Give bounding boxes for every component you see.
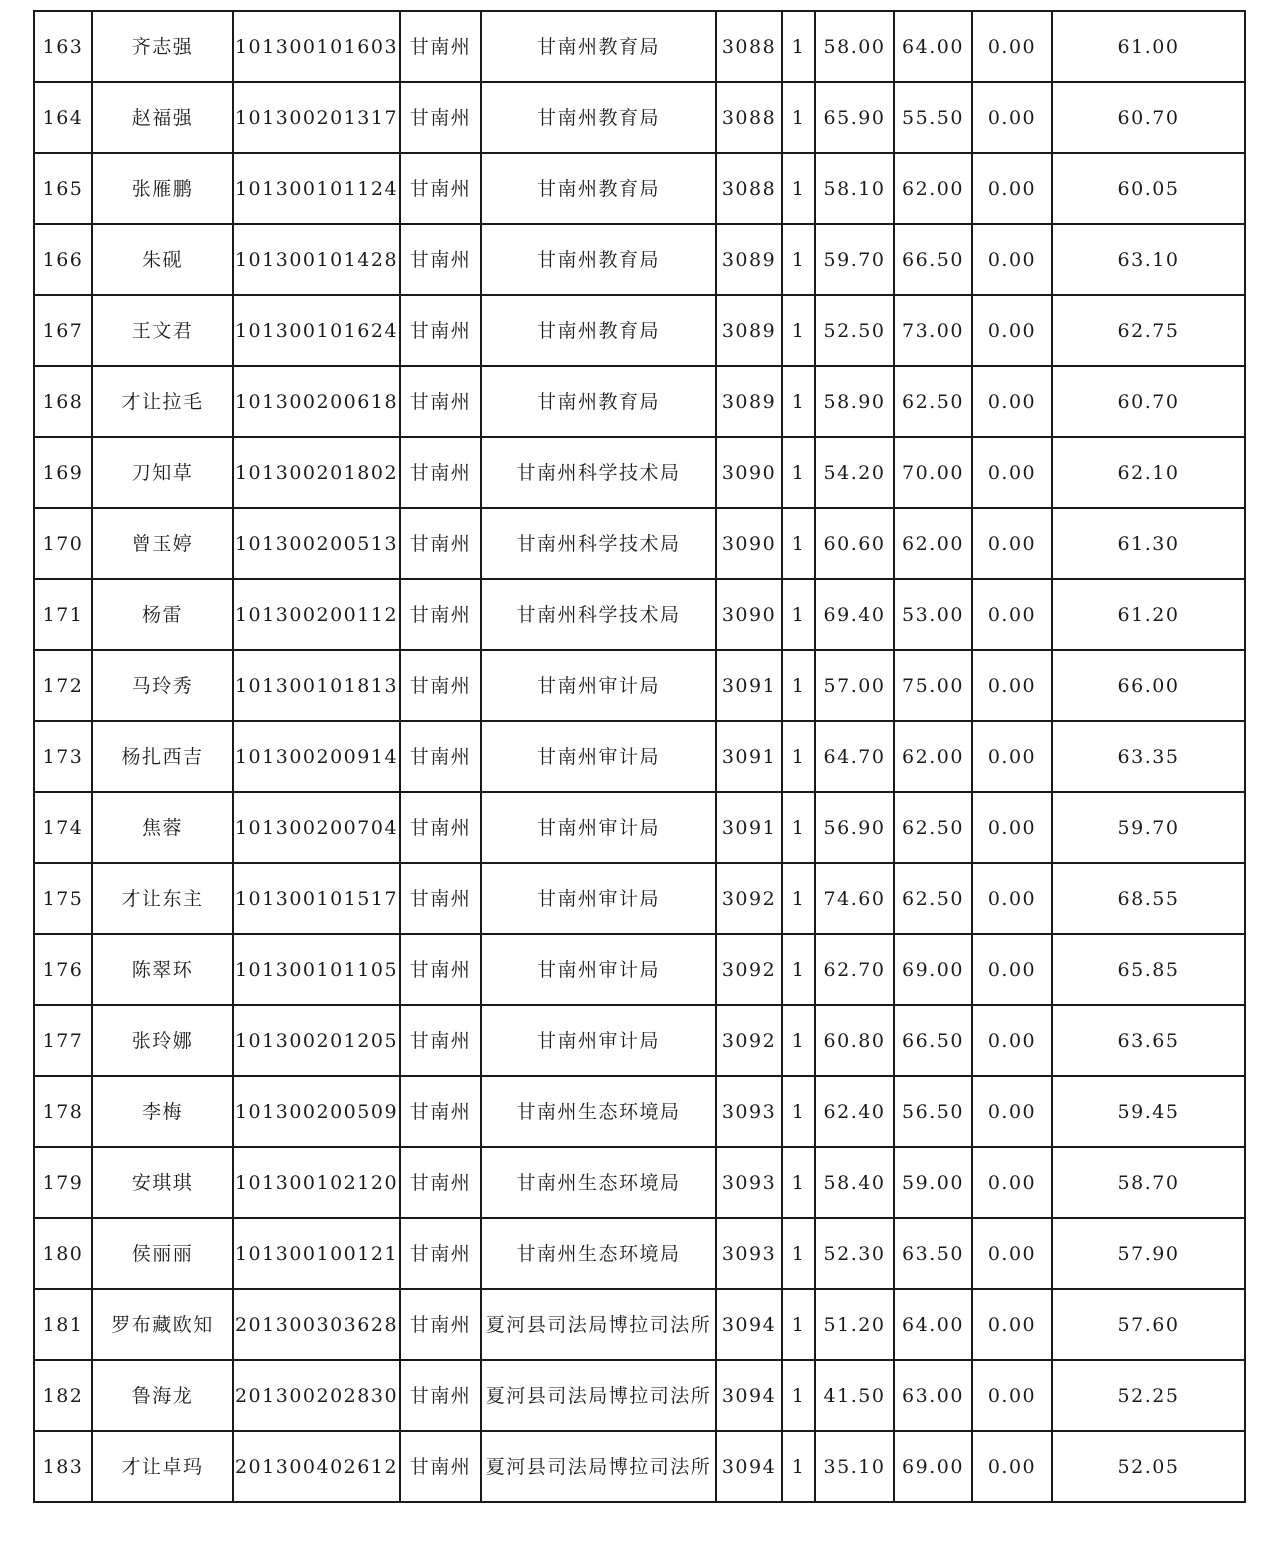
- total-score: 60.70: [1052, 366, 1245, 437]
- region: 甘南州: [400, 295, 481, 366]
- ticket-number: 101300101624: [233, 295, 400, 366]
- bonus-points: 0.00: [972, 721, 1052, 792]
- results-table: [33, 10, 1246, 1503]
- ticket-number: 101300200618: [233, 366, 400, 437]
- candidate-name: 侯丽丽: [92, 1218, 233, 1289]
- total-score: 52.25: [1052, 1360, 1245, 1431]
- row-seq: 183: [34, 1431, 92, 1502]
- bonus-points: 0.00: [972, 1431, 1052, 1502]
- employer-unit: 甘南州教育局: [481, 153, 716, 224]
- hiring-quota: 1: [782, 1360, 815, 1431]
- region: 甘南州: [400, 650, 481, 721]
- interview-score: 55.50: [894, 82, 972, 153]
- employer-unit: 甘南州审计局: [481, 1005, 716, 1076]
- table-row: [34, 153, 1245, 224]
- row-seq: 173: [34, 721, 92, 792]
- hiring-quota: 1: [782, 224, 815, 295]
- row-seq: 178: [34, 1076, 92, 1147]
- written-score: 52.50: [815, 295, 894, 366]
- position-code: 3089: [716, 224, 782, 295]
- interview-score: 66.50: [894, 224, 972, 295]
- written-score: 60.60: [815, 508, 894, 579]
- employer-unit: 甘南州生态环境局: [481, 1218, 716, 1289]
- candidate-name: 李梅: [92, 1076, 233, 1147]
- bonus-points: 0.00: [972, 1147, 1052, 1218]
- table-row: [34, 366, 1245, 437]
- employer-unit: 甘南州审计局: [481, 934, 716, 1005]
- interview-score: 69.00: [894, 934, 972, 1005]
- employer-unit: 甘南州教育局: [481, 295, 716, 366]
- written-score: 65.90: [815, 82, 894, 153]
- employer-unit: 甘南州审计局: [481, 863, 716, 934]
- interview-score: 63.00: [894, 1360, 972, 1431]
- interview-score: 62.00: [894, 153, 972, 224]
- written-score: 74.60: [815, 863, 894, 934]
- region: 甘南州: [400, 1360, 481, 1431]
- total-score: 63.65: [1052, 1005, 1245, 1076]
- table-row: [34, 863, 1245, 934]
- region: 甘南州: [400, 153, 481, 224]
- interview-score: 62.50: [894, 792, 972, 863]
- ticket-number: 101300101603: [233, 11, 400, 82]
- table-row: [34, 295, 1245, 366]
- region: 甘南州: [400, 508, 481, 579]
- hiring-quota: 1: [782, 579, 815, 650]
- candidate-name: 赵福强: [92, 82, 233, 153]
- interview-score: 63.50: [894, 1218, 972, 1289]
- interview-score: 62.00: [894, 721, 972, 792]
- written-score: 58.10: [815, 153, 894, 224]
- written-score: 62.70: [815, 934, 894, 1005]
- bonus-points: 0.00: [972, 934, 1052, 1005]
- row-seq: 165: [34, 153, 92, 224]
- employer-unit: 甘南州教育局: [481, 366, 716, 437]
- table-row: [34, 224, 1245, 295]
- hiring-quota: 1: [782, 437, 815, 508]
- employer-unit: 甘南州审计局: [481, 792, 716, 863]
- bonus-points: 0.00: [972, 579, 1052, 650]
- table-row: [34, 579, 1245, 650]
- ticket-number: 101300102120: [233, 1147, 400, 1218]
- ticket-number: 101300201317: [233, 82, 400, 153]
- employer-unit: 甘南州教育局: [481, 11, 716, 82]
- employer-unit: 甘南州生态环境局: [481, 1076, 716, 1147]
- written-score: 58.90: [815, 366, 894, 437]
- total-score: 59.45: [1052, 1076, 1245, 1147]
- region: 甘南州: [400, 1005, 481, 1076]
- hiring-quota: 1: [782, 1218, 815, 1289]
- region: 甘南州: [400, 11, 481, 82]
- hiring-quota: 1: [782, 1289, 815, 1360]
- candidate-name: 焦蓉: [92, 792, 233, 863]
- ticket-number: 101300200704: [233, 792, 400, 863]
- row-seq: 177: [34, 1005, 92, 1076]
- interview-score: 69.00: [894, 1431, 972, 1502]
- total-score: 57.90: [1052, 1218, 1245, 1289]
- hiring-quota: 1: [782, 792, 815, 863]
- interview-score: 62.50: [894, 366, 972, 437]
- row-seq: 169: [34, 437, 92, 508]
- employer-unit: 甘南州审计局: [481, 650, 716, 721]
- candidate-name: 才让拉毛: [92, 366, 233, 437]
- region: 甘南州: [400, 82, 481, 153]
- bonus-points: 0.00: [972, 650, 1052, 721]
- table-row: [34, 1218, 1245, 1289]
- interview-score: 73.00: [894, 295, 972, 366]
- written-score: 56.90: [815, 792, 894, 863]
- table-row: [34, 792, 1245, 863]
- candidate-name: 才让东主: [92, 863, 233, 934]
- row-seq: 179: [34, 1147, 92, 1218]
- hiring-quota: 1: [782, 1005, 815, 1076]
- written-score: 58.40: [815, 1147, 894, 1218]
- candidate-name: 马玲秀: [92, 650, 233, 721]
- table-row: [34, 1289, 1245, 1360]
- ticket-number: 101300200513: [233, 508, 400, 579]
- written-score: 52.30: [815, 1218, 894, 1289]
- total-score: 65.85: [1052, 934, 1245, 1005]
- interview-score: 62.00: [894, 508, 972, 579]
- row-seq: 176: [34, 934, 92, 1005]
- hiring-quota: 1: [782, 1076, 815, 1147]
- total-score: 52.05: [1052, 1431, 1245, 1502]
- position-code: 3093: [716, 1076, 782, 1147]
- written-score: 60.80: [815, 1005, 894, 1076]
- region: 甘南州: [400, 1431, 481, 1502]
- candidate-name: 张雁鹏: [92, 153, 233, 224]
- position-code: 3093: [716, 1218, 782, 1289]
- region: 甘南州: [400, 1218, 481, 1289]
- ticket-number: 101300101517: [233, 863, 400, 934]
- candidate-name: 朱砚: [92, 224, 233, 295]
- total-score: 66.00: [1052, 650, 1245, 721]
- row-seq: 172: [34, 650, 92, 721]
- bonus-points: 0.00: [972, 1076, 1052, 1147]
- interview-score: 53.00: [894, 579, 972, 650]
- table-row: [34, 508, 1245, 579]
- employer-unit: 甘南州科学技术局: [481, 437, 716, 508]
- total-score: 68.55: [1052, 863, 1245, 934]
- candidate-name: 杨扎西吉: [92, 721, 233, 792]
- table-body: [34, 11, 1245, 1502]
- employer-unit: 甘南州科学技术局: [481, 508, 716, 579]
- region: 甘南州: [400, 934, 481, 1005]
- region: 甘南州: [400, 437, 481, 508]
- position-code: 3089: [716, 295, 782, 366]
- bonus-points: 0.00: [972, 437, 1052, 508]
- candidate-name: 张玲娜: [92, 1005, 233, 1076]
- interview-score: 59.00: [894, 1147, 972, 1218]
- employer-unit: 甘南州审计局: [481, 721, 716, 792]
- employer-unit: 夏河县司法局博拉司法所: [481, 1289, 716, 1360]
- table-row: [34, 437, 1245, 508]
- written-score: 54.20: [815, 437, 894, 508]
- position-code: 3089: [716, 366, 782, 437]
- written-score: 35.10: [815, 1431, 894, 1502]
- bonus-points: 0.00: [972, 792, 1052, 863]
- ticket-number: 201300303628: [233, 1289, 400, 1360]
- employer-unit: 夏河县司法局博拉司法所: [481, 1360, 716, 1431]
- table-row: [34, 1147, 1245, 1218]
- position-code: 3094: [716, 1289, 782, 1360]
- total-score: 62.75: [1052, 295, 1245, 366]
- interview-score: 66.50: [894, 1005, 972, 1076]
- table-row: [34, 1005, 1245, 1076]
- region: 甘南州: [400, 224, 481, 295]
- candidate-name: 罗布藏欧知: [92, 1289, 233, 1360]
- table-row: [34, 1076, 1245, 1147]
- total-score: 59.70: [1052, 792, 1245, 863]
- position-code: 3091: [716, 792, 782, 863]
- employer-unit: 甘南州科学技术局: [481, 579, 716, 650]
- bonus-points: 0.00: [972, 863, 1052, 934]
- bonus-points: 0.00: [972, 224, 1052, 295]
- ticket-number: 101300101428: [233, 224, 400, 295]
- hiring-quota: 1: [782, 508, 815, 579]
- region: 甘南州: [400, 721, 481, 792]
- region: 甘南州: [400, 1147, 481, 1218]
- hiring-quota: 1: [782, 721, 815, 792]
- row-seq: 174: [34, 792, 92, 863]
- bonus-points: 0.00: [972, 1289, 1052, 1360]
- candidate-name: 曾玉婷: [92, 508, 233, 579]
- position-code: 3092: [716, 1005, 782, 1076]
- employer-unit: 夏河县司法局博拉司法所: [481, 1431, 716, 1502]
- total-score: 57.60: [1052, 1289, 1245, 1360]
- position-code: 3088: [716, 82, 782, 153]
- position-code: 3090: [716, 508, 782, 579]
- table-row: [34, 82, 1245, 153]
- total-score: 63.35: [1052, 721, 1245, 792]
- written-score: 62.40: [815, 1076, 894, 1147]
- table-row: [34, 11, 1245, 82]
- row-seq: 171: [34, 579, 92, 650]
- region: 甘南州: [400, 366, 481, 437]
- row-seq: 166: [34, 224, 92, 295]
- total-score: 62.10: [1052, 437, 1245, 508]
- bonus-points: 0.00: [972, 295, 1052, 366]
- bonus-points: 0.00: [972, 1218, 1052, 1289]
- ticket-number: 201300402612: [233, 1431, 400, 1502]
- position-code: 3090: [716, 437, 782, 508]
- candidate-name: 才让卓玛: [92, 1431, 233, 1502]
- ticket-number: 101300101813: [233, 650, 400, 721]
- position-code: 3090: [716, 579, 782, 650]
- ticket-number: 101300101105: [233, 934, 400, 1005]
- row-seq: 175: [34, 863, 92, 934]
- bonus-points: 0.00: [972, 366, 1052, 437]
- row-seq: 180: [34, 1218, 92, 1289]
- written-score: 69.40: [815, 579, 894, 650]
- interview-score: 64.00: [894, 11, 972, 82]
- bonus-points: 0.00: [972, 1360, 1052, 1431]
- row-seq: 170: [34, 508, 92, 579]
- ticket-number: 101300200914: [233, 721, 400, 792]
- candidate-name: 杨雷: [92, 579, 233, 650]
- total-score: 63.10: [1052, 224, 1245, 295]
- employer-unit: 甘南州教育局: [481, 224, 716, 295]
- position-code: 3091: [716, 721, 782, 792]
- bonus-points: 0.00: [972, 11, 1052, 82]
- candidate-name: 陈翠环: [92, 934, 233, 1005]
- position-code: 3093: [716, 1147, 782, 1218]
- hiring-quota: 1: [782, 295, 815, 366]
- hiring-quota: 1: [782, 863, 815, 934]
- table-row: [34, 650, 1245, 721]
- position-code: 3091: [716, 650, 782, 721]
- ticket-number: 101300201205: [233, 1005, 400, 1076]
- total-score: 58.70: [1052, 1147, 1245, 1218]
- total-score: 61.20: [1052, 579, 1245, 650]
- ticket-number: 101300101124: [233, 153, 400, 224]
- total-score: 60.05: [1052, 153, 1245, 224]
- interview-score: 75.00: [894, 650, 972, 721]
- total-score: 61.00: [1052, 11, 1245, 82]
- hiring-quota: 1: [782, 934, 815, 1005]
- bonus-points: 0.00: [972, 508, 1052, 579]
- table-row: [34, 1360, 1245, 1431]
- row-seq: 163: [34, 11, 92, 82]
- interview-score: 70.00: [894, 437, 972, 508]
- interview-score: 64.00: [894, 1289, 972, 1360]
- written-score: 41.50: [815, 1360, 894, 1431]
- written-score: 51.20: [815, 1289, 894, 1360]
- bonus-points: 0.00: [972, 153, 1052, 224]
- hiring-quota: 1: [782, 1147, 815, 1218]
- position-code: 3088: [716, 153, 782, 224]
- table-row: [34, 1431, 1245, 1502]
- hiring-quota: 1: [782, 82, 815, 153]
- interview-score: 56.50: [894, 1076, 972, 1147]
- candidate-name: 鲁海龙: [92, 1360, 233, 1431]
- row-seq: 164: [34, 82, 92, 153]
- ticket-number: 101300100121: [233, 1218, 400, 1289]
- hiring-quota: 1: [782, 11, 815, 82]
- row-seq: 181: [34, 1289, 92, 1360]
- employer-unit: 甘南州教育局: [481, 82, 716, 153]
- table-row: [34, 721, 1245, 792]
- region: 甘南州: [400, 1289, 481, 1360]
- bonus-points: 0.00: [972, 82, 1052, 153]
- bonus-points: 0.00: [972, 1005, 1052, 1076]
- written-score: 57.00: [815, 650, 894, 721]
- written-score: 58.00: [815, 11, 894, 82]
- hiring-quota: 1: [782, 650, 815, 721]
- ticket-number: 101300200112: [233, 579, 400, 650]
- hiring-quota: 1: [782, 1431, 815, 1502]
- candidate-name: 王文君: [92, 295, 233, 366]
- ticket-number: 201300202830: [233, 1360, 400, 1431]
- ticket-number: 101300201802: [233, 437, 400, 508]
- position-code: 3094: [716, 1360, 782, 1431]
- interview-score: 62.50: [894, 863, 972, 934]
- row-seq: 168: [34, 366, 92, 437]
- candidate-name: 安琪琪: [92, 1147, 233, 1218]
- row-seq: 167: [34, 295, 92, 366]
- region: 甘南州: [400, 1076, 481, 1147]
- ticket-number: 101300200509: [233, 1076, 400, 1147]
- candidate-name: 刀知草: [92, 437, 233, 508]
- written-score: 64.70: [815, 721, 894, 792]
- hiring-quota: 1: [782, 366, 815, 437]
- region: 甘南州: [400, 579, 481, 650]
- total-score: 60.70: [1052, 82, 1245, 153]
- row-seq: 182: [34, 1360, 92, 1431]
- table-row: [34, 934, 1245, 1005]
- employer-unit: 甘南州生态环境局: [481, 1147, 716, 1218]
- position-code: 3088: [716, 11, 782, 82]
- position-code: 3092: [716, 863, 782, 934]
- hiring-quota: 1: [782, 153, 815, 224]
- total-score: 61.30: [1052, 508, 1245, 579]
- written-score: 59.70: [815, 224, 894, 295]
- position-code: 3092: [716, 934, 782, 1005]
- candidate-name: 齐志强: [92, 11, 233, 82]
- position-code: 3094: [716, 1431, 782, 1502]
- region: 甘南州: [400, 792, 481, 863]
- region: 甘南州: [400, 863, 481, 934]
